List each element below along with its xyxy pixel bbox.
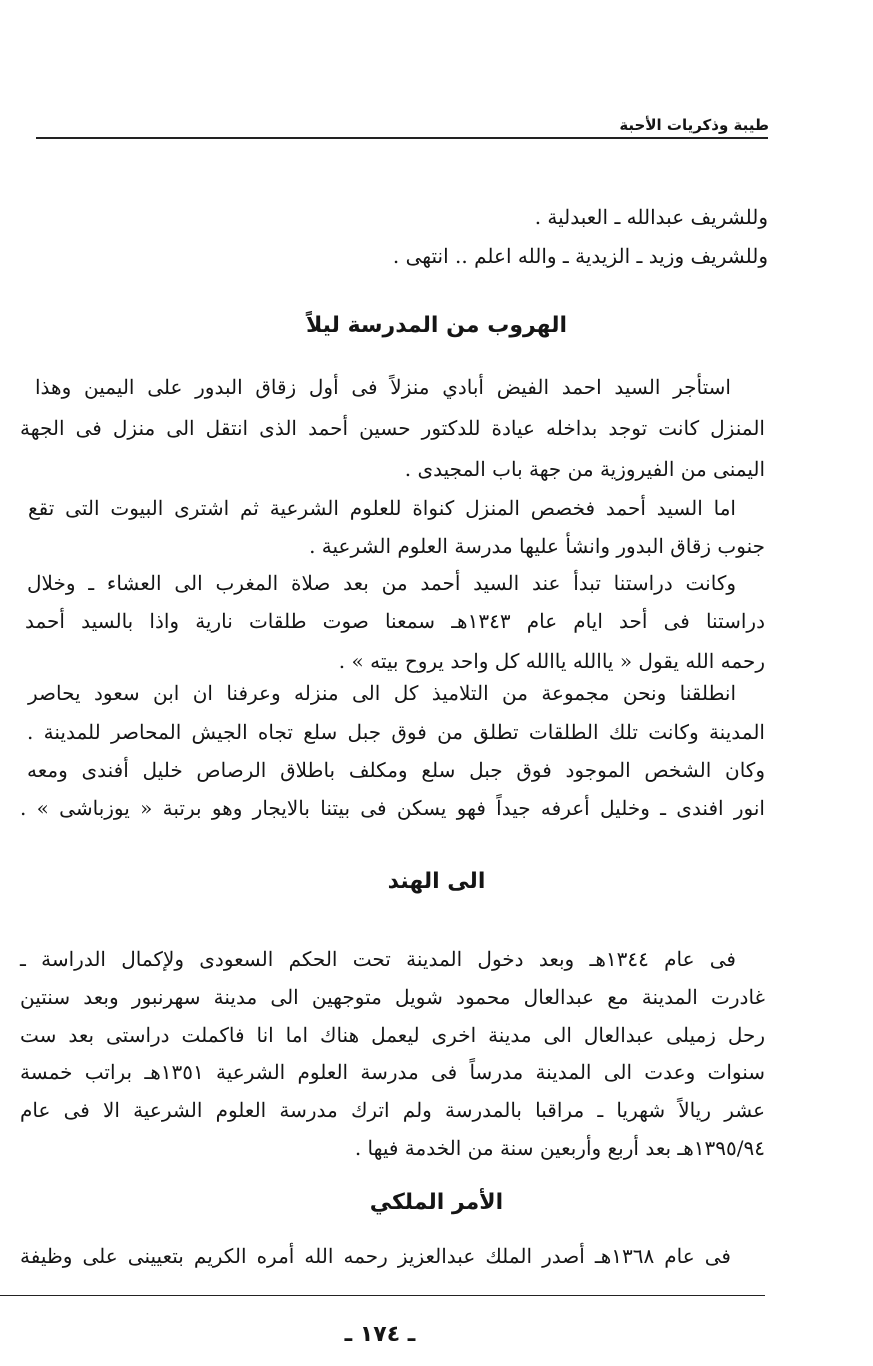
running-header: طيبة وذكريات الأحبة	[619, 116, 769, 134]
paragraph-line: وكانت دراستنا تبدأ عند السيد أحمد من بعد صلاة المغرب الى العشاء ـ وخلال	[27, 571, 736, 595]
paragraph-line: اما السيد أحمد فخصص المنزل كنواة للعلوم الشرعية ثم اشترى البيوت التى تقع	[28, 496, 736, 520]
paragraph-line: فى عام ١٣٤٤هـ وبعد دخول المدينة تحت الحكم السعودى ولإكمال الدراسة ـ	[20, 947, 736, 971]
paragraph-line: المنزل كانت توجد بداخله عيادة للدكتور حسين أحمد الذى انتقل الى منزل فى الجهة	[20, 416, 765, 440]
paragraph-line: عشر ريالاً شهريا ـ مراقبا بالمدرسة ولم اترك مدرسة العلوم الشرعية الا فى عام	[20, 1098, 766, 1122]
paragraph-line: ١٣٩٥/٩٤هـ بعد أربع وأربعين سنة من الخدمة فيها .	[354, 1136, 765, 1160]
intro-line: وللشريف وزيد ـ الزيدية ـ والله اعلم .. انتهى .	[392, 244, 768, 268]
section-heading-india: الى الهند	[387, 869, 486, 894]
page-number: ـ ١٧٤ ـ	[344, 1322, 416, 1347]
section-heading-escape: الهروب من المدرسة ليلاً	[305, 313, 568, 338]
paragraph-line: فى عام ١٣٦٨هـ أصدر الملك عبدالعزيز رحمه الله أمره الكريم بتعيينى على وظيفة	[20, 1244, 731, 1268]
section-heading-royal-order: الأمر الملكي	[369, 1190, 504, 1215]
paragraph-line: دراستنا فى أحد ايام عام ١٣٤٣هـ سمعنا صوت طلقات نارية واذا بالسيد أحمد	[25, 609, 765, 633]
paragraph-line: اليمنى من الفيروزية من جهة باب المجيدى .	[404, 457, 765, 481]
paragraph-line: غادرت المدينة مع عبدالعال محمود شويل متوجهين الى مدينة سهرنبور وبعد سنتين	[20, 985, 765, 1009]
paragraph-line: وكان الشخص الموجود فوق جبل سلع ومكلف باطلاق الرصاص خليل أفندى ومعه	[27, 758, 765, 782]
paragraph-line: استأجر السيد احمد الفيض أبادي منزلاً فى أول زقاق البدور على اليمين وهذا	[35, 375, 731, 399]
paragraph-line: رحمه الله يقول « ياالله ياالله كل واحد يروح بيته » .	[338, 649, 765, 673]
paragraph-line: انطلقنا ونحن مجموعة من التلاميذ كل الى منزله وعرفنا ان ابن سعود يحاصر	[28, 681, 736, 705]
paragraph-line: سنوات وعدت الى المدينة مدرساً فى مدرسة العلوم الشرعية ١٣٥١هـ براتب خمسة	[20, 1060, 765, 1084]
paragraph-line: المدينة وكانت تلك الطلقات تطلق من فوق جبل سلع تجاه الجيش المحاصر للمدينة .	[27, 720, 765, 744]
paragraph-line: جنوب زقاق البدور وانشأ عليها مدرسة العلوم الشرعية .	[309, 534, 765, 558]
footer-rule	[0, 1295, 765, 1296]
header-rule	[36, 137, 768, 139]
intro-line: وللشريف عبدالله ـ العبدلية .	[534, 205, 768, 229]
paragraph-line: انور افندى ـ وخليل أعرفه جيداً فهو يسكن فى بيتنا بالايجار وهو برتبة « يوزباشى » .	[20, 796, 765, 820]
paragraph-line: رحل زميلى عبدالعال الى مدينة اخرى ليعمل هناك اما انا فاكملت دراستى بعد ست	[20, 1023, 765, 1047]
